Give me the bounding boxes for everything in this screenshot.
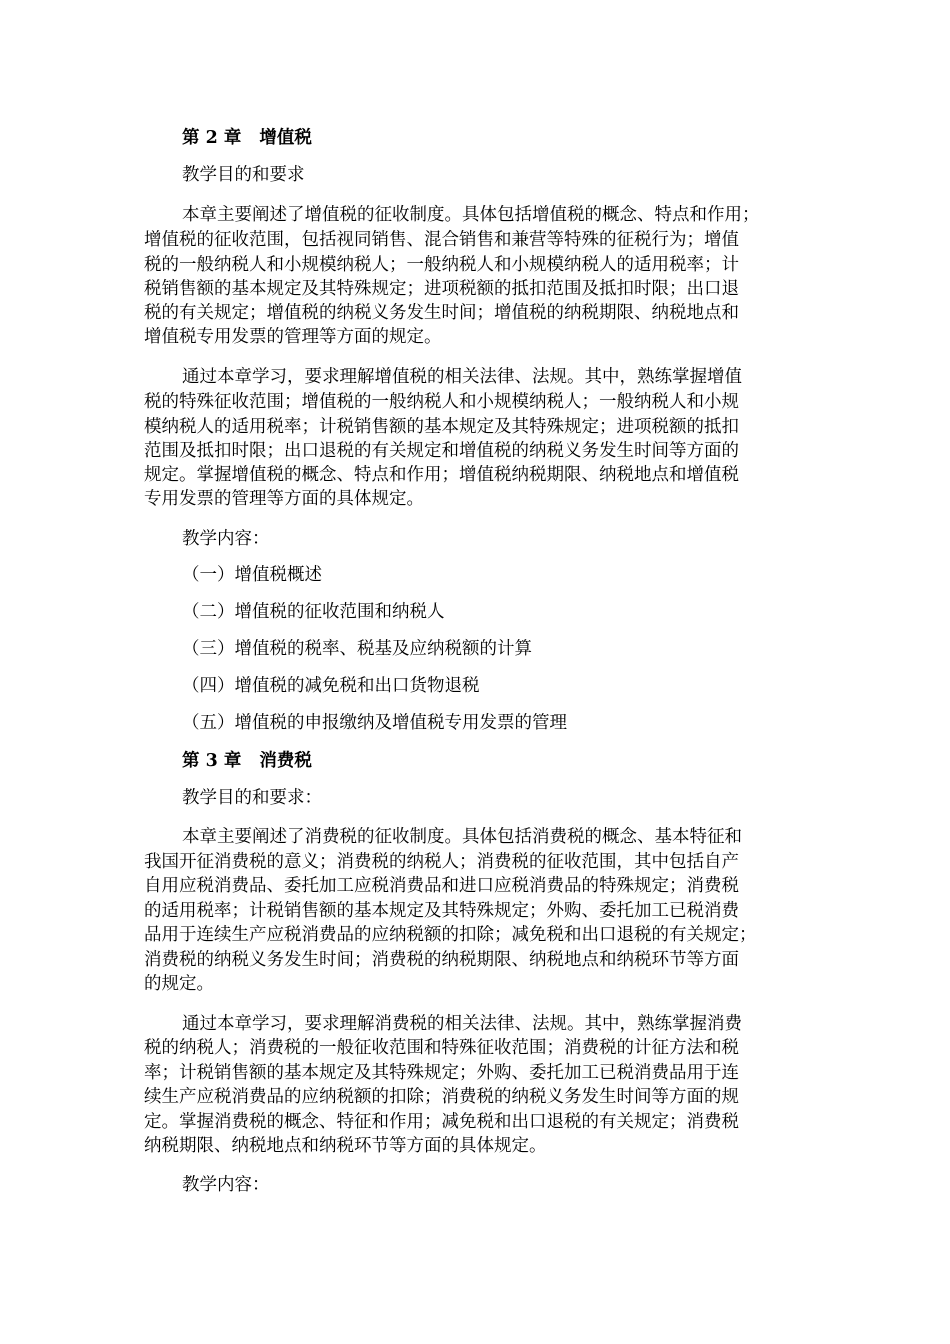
chapter-2-content-heading: 教学内容：: [182, 529, 270, 549]
content-list-item: （五）增值税的申报缴纳及增值税专用发票的管理: [182, 713, 567, 733]
chapter-2-para2-line: 模纳税人的适用税率；计税销售额的基本规定及其特殊规定；进项税额的抵扣: [144, 417, 739, 437]
chapter-3-name: 消费税: [259, 751, 312, 771]
chapter-3-para2-line: 率；计税销售额的基本规定及其特殊规定；外购、委托加工已税消费品用于连: [144, 1063, 739, 1083]
chapter-2-para1-line: 税的一般纳税人和小规模纳税人；一般纳税人和小规模纳税人的适用税率；计: [144, 255, 739, 275]
chapter-2-para2-line: 规定。掌握增值税的概念、特点和作用；增值税纳税期限、纳税地点和增值税: [144, 465, 739, 485]
chapter-3-para2-line: 纳税期限、纳税地点和纳税环节等方面的具体规定。: [144, 1136, 547, 1156]
chapter-3-para1-line: 本章主要阐述了消费税的征收制度。具体包括消费税的概念、基本特征和: [182, 827, 742, 847]
content-list-item: （一）增值税概述: [182, 565, 322, 585]
chapter-3-para1-line: 品用于连续生产应税消费品的应纳税额的扣除；减免税和出口退税的有关规定；: [144, 925, 757, 945]
chapter-3-title: [182, 749, 312, 773]
chapter-2-para2-line: 税的特殊征收范围；增值税的一般纳税人和小规模纳税人；一般纳税人和小规: [144, 392, 739, 412]
chapter-2-para1-line: 税销售额的基本规定及其特殊规定；进项税额的抵扣范围及抵扣时限；出口退: [144, 279, 739, 299]
chapter-2-para2-line: 通过本章学习，要求理解增值税的相关法律、法规。其中，熟练掌握增值: [182, 367, 742, 387]
chapter-3-para1-line: 的适用税率；计税销售额的基本规定及其特殊规定；外购、委托加工已税消费: [144, 901, 739, 921]
chapter-2-para2-line: 专用发票的管理等方面的具体规定。: [144, 489, 424, 509]
chapter-3-number: 第 3 章: [182, 751, 242, 771]
chapter-3-para2-line: 税的纳税人；消费税的一般征收范围和特殊征收范围；消费税的计征方法和税: [144, 1038, 739, 1058]
chapter-2-title: [182, 126, 312, 150]
chapter-2-number: 第 2 章: [182, 128, 242, 148]
chapter-3-objectives-heading: 教学目的和要求：: [182, 788, 322, 808]
chapter-2-para1-line: 增值税的征收范围，包括视同销售、混合销售和兼营等特殊的征税行为；增值: [144, 230, 739, 250]
chapter-3-para1-line: 自用应税消费品、委托加工应税消费品和进口应税消费品的特殊规定；消费税: [144, 876, 739, 896]
chapter-3-para2-line: 通过本章学习，要求理解消费税的相关法律、法规。其中，熟练掌握消费: [182, 1014, 742, 1034]
content-list-item: （三）增值税的税率、税基及应纳税额的计算: [182, 639, 532, 659]
chapter-3-para1-line: 我国开征消费税的意义；消费税的纳税人；消费税的征收范围，其中包括自产: [144, 852, 739, 872]
chapter-2-objectives-heading: 教学目的和要求: [182, 165, 305, 185]
chapter-2-para1-line: 本章主要阐述了增值税的征收制度。具体包括增值税的概念、特点和作用；: [182, 205, 760, 225]
chapter-2-para1-line: 增值税专用发票的管理等方面的规定。: [144, 327, 442, 347]
chapter-3-para2-line: 续生产应税消费品的应纳税额的扣除；消费税的纳税义务发生时间等方面的规: [144, 1087, 739, 1107]
chapter-2-para1-line: 税的有关规定；增值税的纳税义务发生时间；增值税的纳税期限、纳税地点和: [144, 303, 739, 323]
chapter-3-para1-line: 消费税的纳税义务发生时间；消费税的纳税期限、纳税地点和纳税环节等方面: [144, 950, 739, 970]
chapter-3-para1-line: 的规定。: [144, 974, 214, 994]
chapter-2-name: 增值税: [259, 128, 312, 148]
content-list-item: （四）增值税的减免税和出口货物退税: [182, 676, 480, 696]
chapter-2-para2-line: 范围及抵扣时限；出口退税的有关规定和增值税的纳税义务发生时间等方面的: [144, 441, 739, 461]
content-list-item: （二）增值税的征收范围和纳税人: [182, 602, 445, 622]
chapter-3-para2-line: 定。掌握消费税的概念、特征和作用；减免税和出口退税的有关规定；消费税: [144, 1112, 739, 1132]
chapter-3-content-heading: 教学内容：: [182, 1175, 270, 1195]
